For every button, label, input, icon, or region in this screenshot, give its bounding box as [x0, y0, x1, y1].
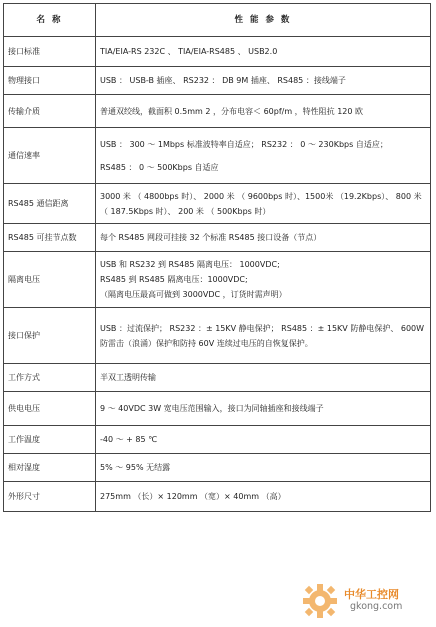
spec-value: [96, 364, 431, 392]
spec-name: RS485 可挂节点数: [4, 224, 96, 252]
watermark-url: gkong.com: [350, 601, 403, 612]
spec-table: [3, 3, 431, 512]
spec-name: 隔离电压: [4, 252, 96, 308]
spec-value-line: 3000 米 （ 4800bps 时）、 2000 米 （ 9600bps 时）、1500米 （19.2Kbps）、 800 米 （ 187.5Kbps 时）、 200 米 （ 500Kbps 时）: [100, 191, 422, 216]
spec-value-line: 5% ～ 95% 无结露: [100, 463, 171, 472]
spec-value-line: RS485 ： 0 ～ 500Kbps 自适应: [100, 162, 219, 172]
spec-name: 传输介质: [4, 95, 96, 128]
spec-row: [4, 184, 431, 224]
spec-row: [4, 37, 431, 67]
spec-value-gap: [100, 152, 426, 160]
spec-value-line: USB 和 RS232 到 RS485 隔离电压： 1000VDC;: [100, 260, 280, 269]
gear-icon: [298, 581, 344, 621]
spec-value: [96, 392, 431, 426]
header-name: 名 称: [4, 4, 96, 37]
spec-value: [96, 95, 431, 128]
spec-name: 相对湿度: [4, 454, 96, 482]
spec-row: [4, 426, 431, 454]
spec-value-line: USB ：过流保护； RS232 ：± 15KV 静电保护； RS485 ：± 15KV 防静电保护、 600W 防雷击（浪涌）保护和防持 60V 连续过电压的自恢复保护。: [100, 323, 425, 348]
spec-value: [96, 454, 431, 482]
spec-value: [96, 426, 431, 454]
spec-name: 通信速率: [4, 128, 96, 184]
spec-value-line: TIA/EIA-RS 232C 、 TIA/EIA-RS485 、 USB2.0: [100, 47, 278, 56]
spec-value: [96, 308, 431, 364]
spec-row: [4, 128, 431, 184]
spec-row: [4, 392, 431, 426]
spec-value-line: 每个 RS485 网段可挂接 32 个标准 RS485 接口设备（节点）: [100, 233, 322, 242]
spec-value: [96, 252, 431, 308]
spec-value-line: USB ： 300 ～ 1Mbps 标准波特率自适应； RS232 ： 0 ～ 230Kbps 自适应；: [100, 139, 388, 149]
spec-name: 供电电压: [4, 392, 96, 426]
spec-name: 外形尺寸: [4, 482, 96, 512]
spec-name: RS485 通信距离: [4, 184, 96, 224]
spec-value-line: USB ： USB-B 插座、 RS232 ： DB 9M 插座、 RS485 ：接线端子: [100, 76, 346, 85]
spec-name: 物理接口: [4, 67, 96, 95]
spec-value: [96, 37, 431, 67]
spec-value: [96, 224, 431, 252]
spec-row: [4, 454, 431, 482]
spec-row: [4, 482, 431, 512]
spec-value-line: 普通双绞线，截面积 0.5mm 2 ，分布电容＜ 60pf/m ，特性阻抗 120 欧: [100, 106, 364, 116]
spec-row: [4, 95, 431, 128]
spec-row: [4, 224, 431, 252]
watermark-title: 中华工控网: [344, 588, 399, 601]
spec-name: 工作方式: [4, 364, 96, 392]
spec-value-line: 275mm （长）× 120mm （宽）× 40mm （高）: [100, 492, 286, 501]
spec-value-line: -40 ～ + 85 ℃: [100, 435, 158, 444]
header-row: [4, 4, 431, 37]
spec-value-line: RS485 到 RS485 隔离电压：1000VDC;: [100, 275, 248, 284]
spec-row: [4, 252, 431, 308]
spec-value: [96, 128, 431, 184]
spec-value: [96, 482, 431, 512]
spec-row: [4, 67, 431, 95]
spec-value: [96, 184, 431, 224]
spec-row: [4, 364, 431, 392]
spec-row: [4, 308, 431, 364]
watermark: [298, 581, 430, 621]
spec-value-line: 半双工透明传输: [100, 373, 156, 382]
spec-body: [4, 37, 431, 512]
header-params: 性 能 参 数: [96, 4, 431, 37]
spec-name: 工作温度: [4, 426, 96, 454]
spec-value-line: 9 ～ 40VDC 3W 宽电压范围输入，接口为同轴插座和接线端子: [100, 404, 324, 413]
spec-name: 接口标准: [4, 37, 96, 67]
spec-name: 接口保护: [4, 308, 96, 364]
spec-value: [96, 67, 431, 95]
spec-value-line: （隔离电压最高可做到 3000VDC ，订货时需声明）: [100, 290, 287, 299]
